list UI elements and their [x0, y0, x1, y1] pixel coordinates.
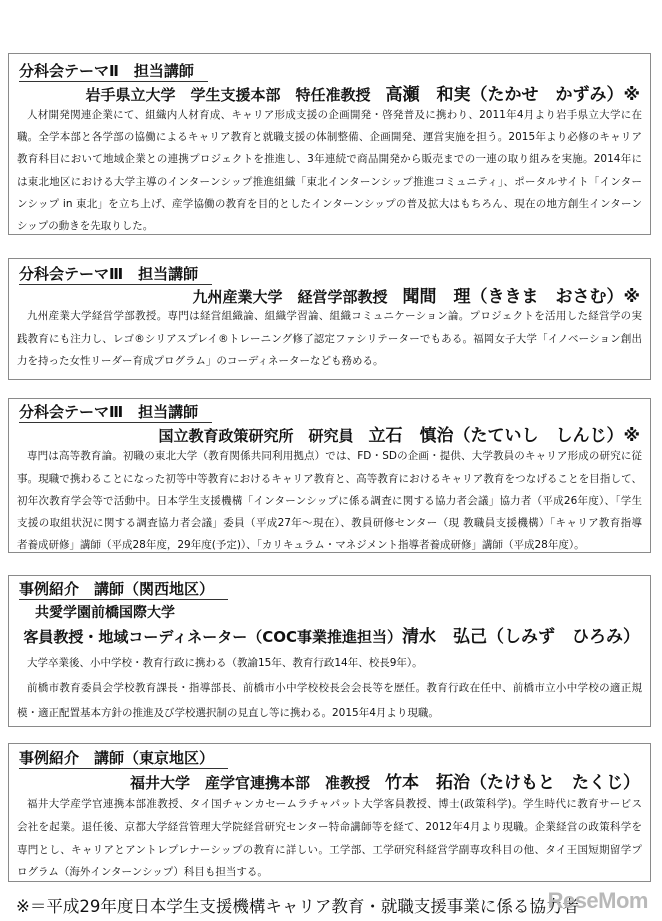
- bio-line: 模・適正配置基本方針の推進及び学校選択制の見直し等に携わる。2015年4月より現職。: [17, 707, 439, 719]
- speaker-name: 清水 弘己（しみず ひろみ）: [402, 627, 640, 647]
- speaker-section-2: [8, 258, 651, 380]
- speaker-section-3: [8, 398, 651, 553]
- speaker-name-line: [130, 773, 640, 793]
- bio-line: 職。全学本部と各学部の協働によるキャリア教育と就職支援の体制整備、企画開発、運営実施を担う。2015年より必修のキャリア: [17, 131, 642, 143]
- bio-line: 大学卒業後、小中学校・教育行政に携わる（教諭15年、教育行政14年、校長9年）。: [27, 657, 423, 669]
- speaker-affiliation: 福井大学 産学官連携本部 准教授: [129, 774, 385, 792]
- resemom-logo: ReseMom: [547, 888, 648, 913]
- speaker-name-line: [23, 627, 640, 647]
- section-heading: 分科会テーマⅢ 担当講師: [19, 403, 212, 423]
- bio-line: 力を持った女性リーダー育成プログラム」のコーディネーターなども務める。: [17, 355, 384, 367]
- speaker-affiliation: 国立教育政策研究所 研究員: [158, 427, 369, 445]
- speaker-title: 客員教授・地域コーディネーター（COC事業推進担当）: [23, 628, 402, 646]
- bio-line: シップの動きを先取りした。: [17, 220, 154, 232]
- section-heading: 分科会テーマⅡ 担当講師: [19, 62, 208, 82]
- bio-line: ログラム（海外インターンシップ）科目も担当する。: [17, 866, 268, 878]
- bio-line: 専門は高等教育論。初職の東北大学（教育関係共同利用拠点）では、FD・SDの企画・提供、大学教員のキャリア形成の研究に従: [27, 450, 642, 462]
- speaker-section-1: [8, 53, 651, 235]
- section-heading: 分科会テーマⅢ 担当講師: [19, 265, 212, 285]
- case-section-tokyo: [8, 743, 651, 882]
- speaker-name-line: [192, 287, 640, 307]
- bio-line: 人材開発関連企業にて、組織内人材育成、キャリア形成支援の企画開発・啓発普及に携わり、2011年4月より岩手県立大学に在: [27, 109, 642, 121]
- bio-line: 教育科目において地域企業との連携プロジェクトを推進し、3年連続で商品開発から販売までの一連の取り組みを実施。2014年に: [17, 153, 642, 165]
- speaker-affiliation: 九州産業大学 経営学部教授: [192, 288, 403, 306]
- speaker-affiliation: 共愛学園前橋国際大学: [35, 605, 175, 621]
- bio-line: 践教育にも注力し、レゴ®シリアスプレイ®トレーニング修了認定ファシリテーターでもある。福岡女子大学「イノベーション創出: [17, 333, 642, 345]
- bio-line: ンシップ in 東北」を立ち上げ、産学協働の教育を目的としたインターンシップの普及拡大はもちろん、現在の地方創生インターン: [17, 198, 642, 210]
- bio-line: 初年次教育学会等で活動中。日本学生支援機構「インターンシップに係る調査に関する協力者会議」協力者（平成26年度）、「学生: [17, 495, 642, 507]
- speaker-name-line: [158, 426, 640, 446]
- bio-line: 支援の取組状況に関する調査協力者会議」委員（平成27年～現在）、教員研修センター（現 教職員支援機構）「キャリア教育指導: [17, 517, 642, 529]
- speaker-name: 高瀬 和実（たかせ かずみ）※: [385, 85, 640, 105]
- footnote: ※＝平成29年度日本学生支援機構キャリア教育・就職支援事業に係る協力者: [16, 897, 579, 916]
- bio-line: 者養成研修」講師（平成28年度，29年度(予定)）、「カリキュラム・マネジメント指導者養成研修」講師（平成28年度）。: [17, 539, 585, 551]
- speaker-name: 立石 慎治（たていし しんじ）※: [368, 426, 640, 446]
- speaker-name: 竹本 拓治（たけもと たくじ）: [385, 773, 640, 793]
- speaker-affiliation: 岩手県立大学 学生支援本部 特任准教授: [85, 86, 386, 104]
- bio-line: 会社を起業。退任後、京都大学経営管理大学院経営研究センター特命講師等を経て、2012年4月より現職。企業経営の政策科学を: [17, 821, 642, 833]
- case-section-kansai: [8, 575, 651, 727]
- speaker-name: 聞間 理（ききま おさむ）※: [402, 287, 640, 307]
- bio-line: 九州産業大学経営学部教授。専門は経営組織論、組織学習論、組織コミュニケーション論。プロジェクトを活用した経営学の実: [27, 310, 642, 322]
- bio-line: 事。現職で携わることになった初等中等教育におけるキャリア教育と、高等教育におけるキャリア教育をつなげることを目指して、: [17, 473, 642, 485]
- speaker-name-line: [85, 85, 640, 105]
- bio-line: は東北地区における大学主導のインターンシップ推進組織「東北インターンシップ推進コミュニティ」、ポータルサイト「インター: [17, 176, 642, 188]
- section-heading: 事例紹介 講師（関西地区）: [19, 580, 228, 600]
- bio-line: 専門とし、キャリアとアントレプレナーシップの教育に詳しい。工学部、工学研究科経営学副専攻科目の他、タイ王国短期留学プ: [17, 844, 642, 856]
- section-heading: 事例紹介 講師（東京地区）: [19, 749, 228, 769]
- bio-line: 福井大学産学官連携本部准教授、タイ国チャンカセームラチャパット大学客員教授、博士(政策科学)。学生時代に教育サービス: [27, 798, 642, 810]
- bio-line: 前橋市教育委員会学校教育課長・指導部長、前橋市小中学校校長会会長等を歴任。教育行政在任中、前橋市立小中学校の適正規: [27, 682, 642, 694]
